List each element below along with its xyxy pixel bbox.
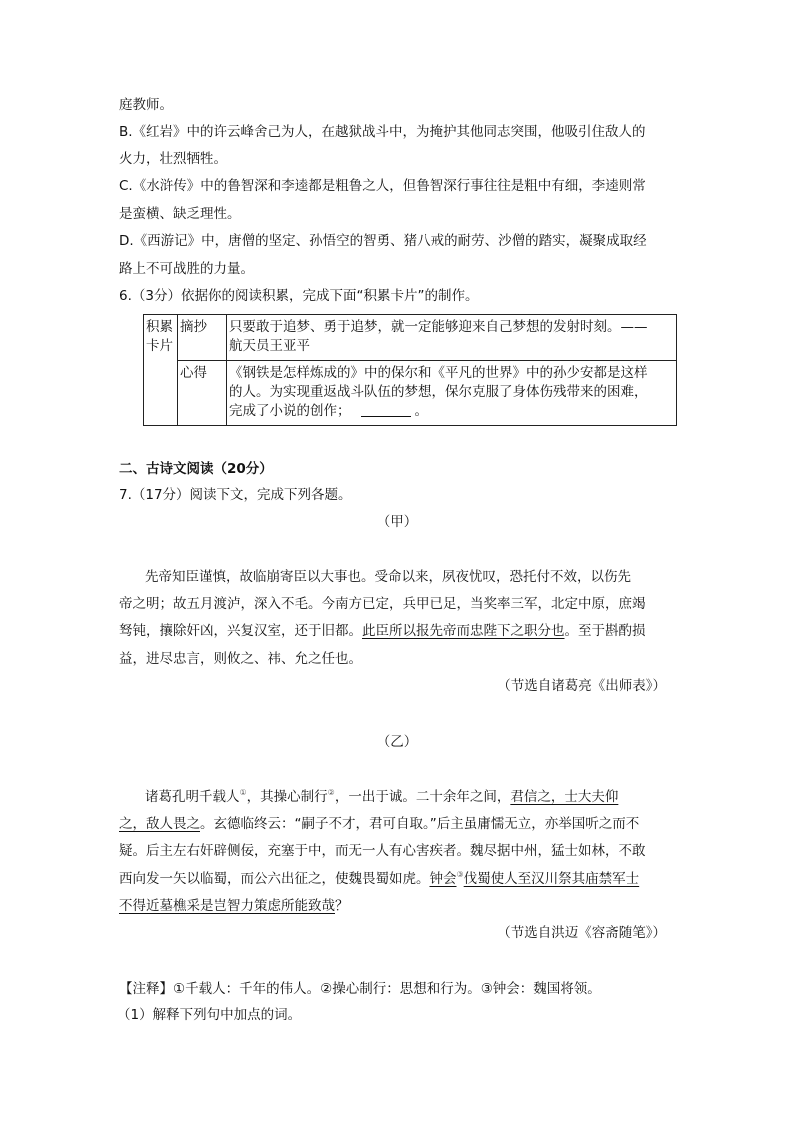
reflection-line1: 《钢铁是怎样炼成的》中的保尔和《平凡的世界》中的孙少安都是这样 xyxy=(229,365,648,381)
option-b-line1: B.《红岩》中的许云峰舍己为人，在越狱战斗中，为掩护其他同志突围，他吸引住敌人的 xyxy=(119,124,646,140)
yi-line5-end: ？ xyxy=(335,898,349,914)
option-d-line1: D.《西游记》中，唐僧的坚定、孙悟空的智勇、猪八戒的耐劳、沙僧的踏实，凝聚成取经 xyxy=(119,233,647,249)
option-c-line1: C.《水浒传》中的鲁智深和李逵都是粗鲁之人，但鲁智深行事往往是粗中有细，李逵则常 xyxy=(119,178,646,194)
option-c-line2: 是蛮横、缺乏理性。 xyxy=(119,206,241,222)
sub-question-1: （1）解释下列句中加点的词。 xyxy=(117,1007,302,1023)
yi-underlined-1b: 之，敌人畏之 xyxy=(119,816,200,832)
jia-line2: 帝之明；故五月渡泸，深入不毛。今南方已定，兵甲已足，当奖率三军，北定中原，庶竭 xyxy=(119,596,646,612)
reflection-line3-end: 。 xyxy=(414,403,428,419)
reflection-line2: 的人。为实现重返战斗队伍的梦想，保尔克服了身体伤残带来的困难， xyxy=(229,384,648,400)
yi-line4 xyxy=(119,870,639,888)
note-marker-2: ② xyxy=(327,788,335,797)
yi-line1-c: ，一出于诚。二十余年之间， xyxy=(334,789,511,805)
accumulation-card-table xyxy=(143,314,677,426)
annotation-notes: 【注释】①千载人：千年的伟人。②操心制行：思想和行为。③钟会：魏国将领。 xyxy=(119,981,601,997)
reflection-line3-text: 完成了小说的创作； xyxy=(229,403,351,419)
option-b-line2: 火力，壮烈牺牲。 xyxy=(119,151,227,167)
yi-underlined-2b: 伐蜀使人至汉川祭其庙禁军士 xyxy=(463,871,640,887)
jia-source: （节选自诸葛亮《出师表》） xyxy=(497,678,666,694)
note-marker-1: ① xyxy=(239,788,247,797)
yi-line2-text: 。玄德临终云：“嗣子不才，君可自取。”后主虽庸懦无立，亦举国听之而不 xyxy=(200,816,640,832)
yi-line5 xyxy=(119,897,349,915)
yi-line3: 疑。后主左右奸辟侧佞，充塞于中，而无一人有心害疾者。魏尽据中州，猛士如林，不敢 xyxy=(119,843,646,859)
card-title-cell xyxy=(144,315,178,426)
answer-blank[interactable] xyxy=(361,402,411,417)
question-6: 6.（3分）依据你的阅读积累，完成下面“积累卡片”的制作。 xyxy=(119,288,479,304)
yi-line2 xyxy=(119,815,639,833)
excerpt-label: 摘抄 xyxy=(178,315,227,361)
yi-line1-b: ，其操心制行 xyxy=(246,789,328,805)
text-line: 庭教师。 xyxy=(119,97,173,113)
jia-line3 xyxy=(119,622,646,640)
jia-line4: 益，进尽忠言，则攸之、祎、允之任也。 xyxy=(119,651,362,667)
question-7: 7.（17分）阅读下文，完成下列各题。 xyxy=(119,487,352,503)
yi-underlined-2c: 不得近墓樵采是岂智力策虑所能致哉 xyxy=(119,898,335,914)
yi-line4-text: 西向发一矢以临蜀，而公六出征之，使魏畏蜀如虎。 xyxy=(119,871,430,887)
jia-line3-tail: 。至于斟酌损 xyxy=(564,623,646,639)
excerpt-line2: 航天员王亚平 xyxy=(229,338,310,354)
jia-line3-text: 驽钝，攘除奸凶，兴复汉室，还于旧都。 xyxy=(119,623,362,639)
yi-line1-a: 诸葛孔明千载人 xyxy=(145,789,240,805)
yi-line1 xyxy=(145,788,618,806)
jia-line1: 先帝知臣谨慎，故临崩寄臣以大事也。受命以来，夙夜忧叹，恐托付不效，以伤先 xyxy=(145,569,631,585)
yi-source: （节选自洪迈《容斋随笔》） xyxy=(497,925,666,941)
passage-jia-heading: （甲） xyxy=(376,514,418,530)
yi-underlined-1a: 君信之，士大夫仰 xyxy=(510,789,619,805)
jia-underlined-sentence: 此臣所以报先帝而忠陛下之职分也 xyxy=(362,623,565,639)
yi-underlined-2a: 钟会 xyxy=(429,871,457,887)
note-marker-3: ③ xyxy=(456,870,464,879)
section-2-heading: 二、古诗文阅读（20分） xyxy=(119,461,273,477)
excerpt-line1: 只要敢于追梦、勇于追梦，就一定能够迎来自己梦想的发射时刻。—— xyxy=(229,319,648,335)
card-title-line2: 卡片 xyxy=(146,338,173,354)
reflection-line3 xyxy=(229,402,672,421)
reflection-content xyxy=(227,361,677,426)
excerpt-content xyxy=(227,315,677,361)
reflection-label: 心得 xyxy=(178,361,227,426)
passage-yi-heading: （乙） xyxy=(376,734,418,750)
option-d-line2: 路上不可战胜的力量。 xyxy=(119,261,254,277)
card-title-line1: 积累 xyxy=(146,319,173,335)
